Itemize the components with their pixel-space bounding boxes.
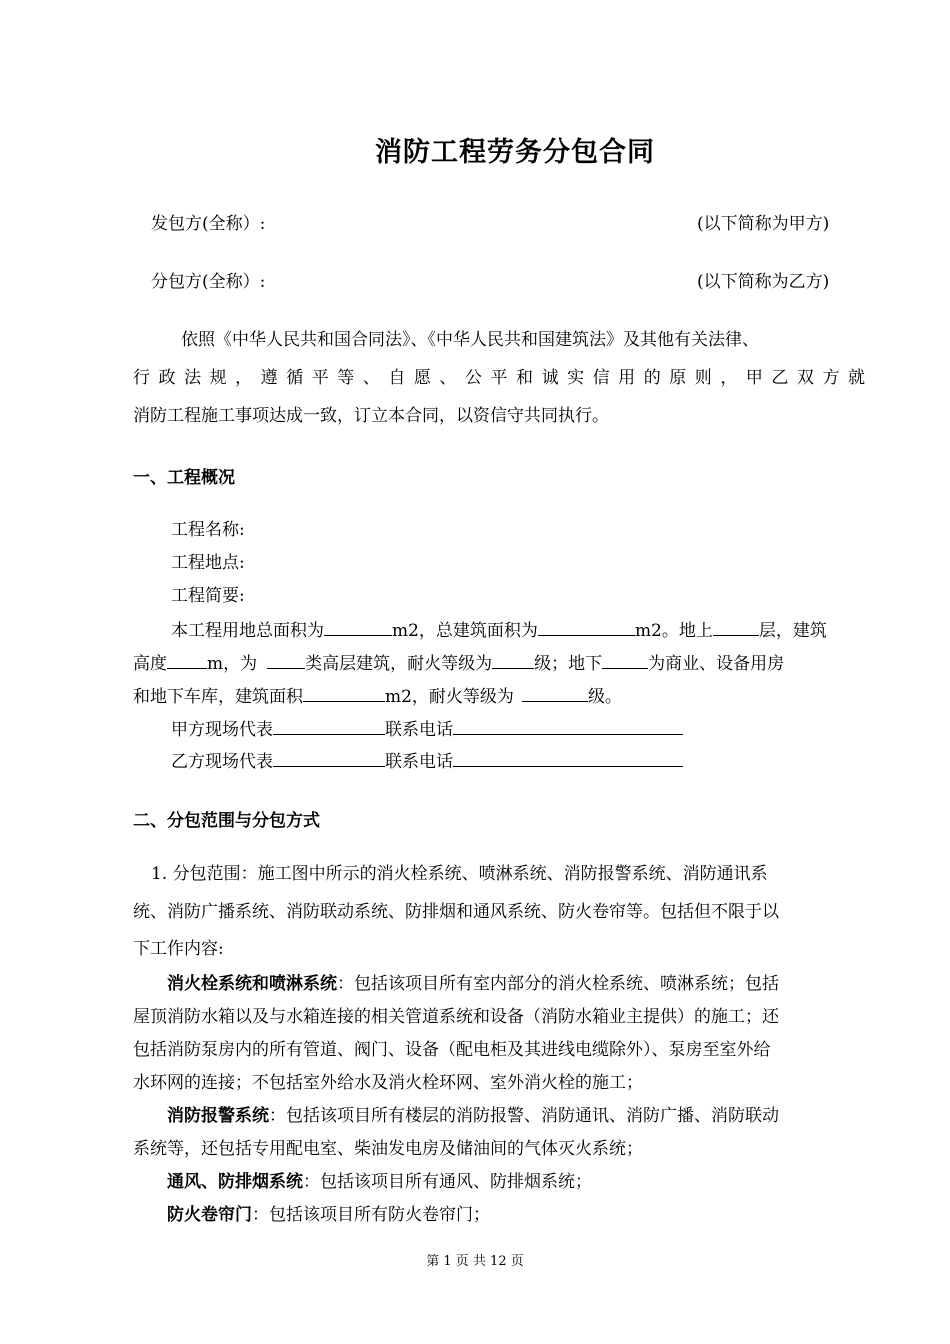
hydrant-line-4: 水环网的连接；不包括室外给水及消火栓环网、室外消火栓的施工；	[133, 1073, 643, 1093]
party-a-label: 发包方(全称）:	[151, 214, 266, 234]
blank-total-building-area[interactable]	[538, 618, 635, 636]
party-b-label: 分包方(全称）:	[151, 272, 266, 292]
shutter-line	[167, 1204, 490, 1226]
rep-b-row	[171, 749, 683, 773]
blank-rep-a[interactable]	[273, 717, 385, 735]
text: 级；地下	[534, 654, 603, 674]
blank-basement-fire-rating[interactable]	[522, 684, 588, 702]
project-name-label: 工程名称:	[171, 520, 245, 540]
shutter-title: 防火卷帘门	[167, 1205, 252, 1225]
blank-building-height[interactable]	[167, 651, 207, 669]
scope-line-3: 下工作内容:	[133, 939, 224, 959]
phone-a-label: 联系电话	[385, 720, 453, 740]
section-1-heading: 一、工程概况	[133, 468, 235, 488]
section-2-heading: 二、分包范围与分包方式	[133, 811, 320, 831]
area-line-1	[171, 618, 827, 642]
party-a-suffix: (以下简称为甲方)	[697, 214, 830, 234]
blank-fire-rating[interactable]	[492, 651, 534, 669]
text: ：包括该项目所有防火卷帘门；	[252, 1205, 490, 1225]
text: 和地下车库，建筑面积	[133, 687, 303, 707]
intro-line-1: 依照《中华人民共和国合同法》、《中华人民共和国建筑法》及其他有关法律、	[181, 330, 759, 350]
hydrant-line-2: 屋顶消防水箱以及与水箱连接的相关管道系统和设备（消防水箱业主提供）的施工；还	[133, 1007, 779, 1027]
blank-floors-above[interactable]	[713, 618, 759, 636]
project-brief-label: 工程简要:	[171, 586, 245, 606]
hydrant-line-3: 包括消防泵房内的所有管道、阀门、设备（配电柜及其进线电缆除外）、泵房至室外给	[133, 1040, 771, 1060]
text: m2，耐火等级为	[385, 687, 514, 707]
rep-a-label: 甲方现场代表	[171, 720, 273, 740]
alarm-title: 消防报警系统	[167, 1106, 269, 1126]
alarm-line-2: 系统等，还包括专用配电室、柴油发电房及储油间的气体灭火系统；	[133, 1139, 643, 1159]
text: ：包括该项目所有通风、防排烟系统；	[303, 1172, 592, 1192]
blank-basement-area[interactable]	[303, 684, 385, 702]
vent-title: 通风、防排烟系统	[167, 1172, 303, 1192]
text: m，为	[207, 654, 258, 674]
rep-a-row	[171, 717, 683, 741]
blank-highrise-class[interactable]	[267, 651, 305, 669]
page-title: 消防工程劳务分包合同	[375, 137, 655, 168]
vent-line	[167, 1171, 592, 1193]
party-b-suffix: (以下简称为乙方)	[697, 272, 830, 292]
intro-line-3: 消防工程施工事项达成一致，订立本合同，以资信守共同执行。	[133, 406, 609, 426]
blank-phone-a[interactable]	[453, 717, 683, 735]
blank-total-land-area[interactable]	[324, 618, 392, 636]
blank-floors-below[interactable]	[602, 651, 648, 669]
text: ：包括该项目所有室内部分的消火栓系统、喷淋系统；包括	[337, 974, 779, 994]
text: 级。	[587, 687, 622, 707]
scope-line-1: 1. 分包范围：施工图中所示的消火栓系统、喷淋系统、消防报警系统、消防通讯系	[151, 864, 768, 884]
blank-rep-b[interactable]	[273, 749, 385, 767]
text: 类高层建筑，耐火等级为	[305, 654, 493, 674]
rep-b-label: 乙方现场代表	[171, 752, 273, 772]
area-line-2	[133, 651, 784, 675]
phone-b-label: 联系电话	[385, 752, 453, 772]
text: 层，建筑	[758, 621, 827, 641]
page-footer: 第 1 页 共 12 页	[426, 1254, 524, 1269]
text: 高度	[133, 654, 167, 674]
text: m2，总建筑面积为	[392, 621, 538, 641]
text: 为商业、设备用房	[648, 654, 785, 674]
project-site-label: 工程地点:	[171, 553, 245, 573]
hydrant-line-1	[167, 973, 779, 995]
text: ：包括该项目所有楼层的消防报警、消防通讯、消防广播、消防联动	[269, 1106, 779, 1126]
hydrant-title: 消火栓系统和喷淋系统	[167, 974, 337, 994]
blank-phone-b[interactable]	[453, 749, 683, 767]
alarm-line-1	[167, 1105, 779, 1127]
scope-line-2: 统、消防广播系统、消防联动系统、防排烟和通风系统、防火卷帘等。包括但不限于以	[133, 902, 779, 922]
text: 本工程用地总面积为	[171, 621, 324, 641]
text: m2。地上	[634, 621, 713, 641]
intro-line-2: 行政法规，遵循平等、自愿、公平和诚实信用的原则，甲乙双方就	[133, 368, 865, 388]
area-line-3	[133, 684, 622, 708]
